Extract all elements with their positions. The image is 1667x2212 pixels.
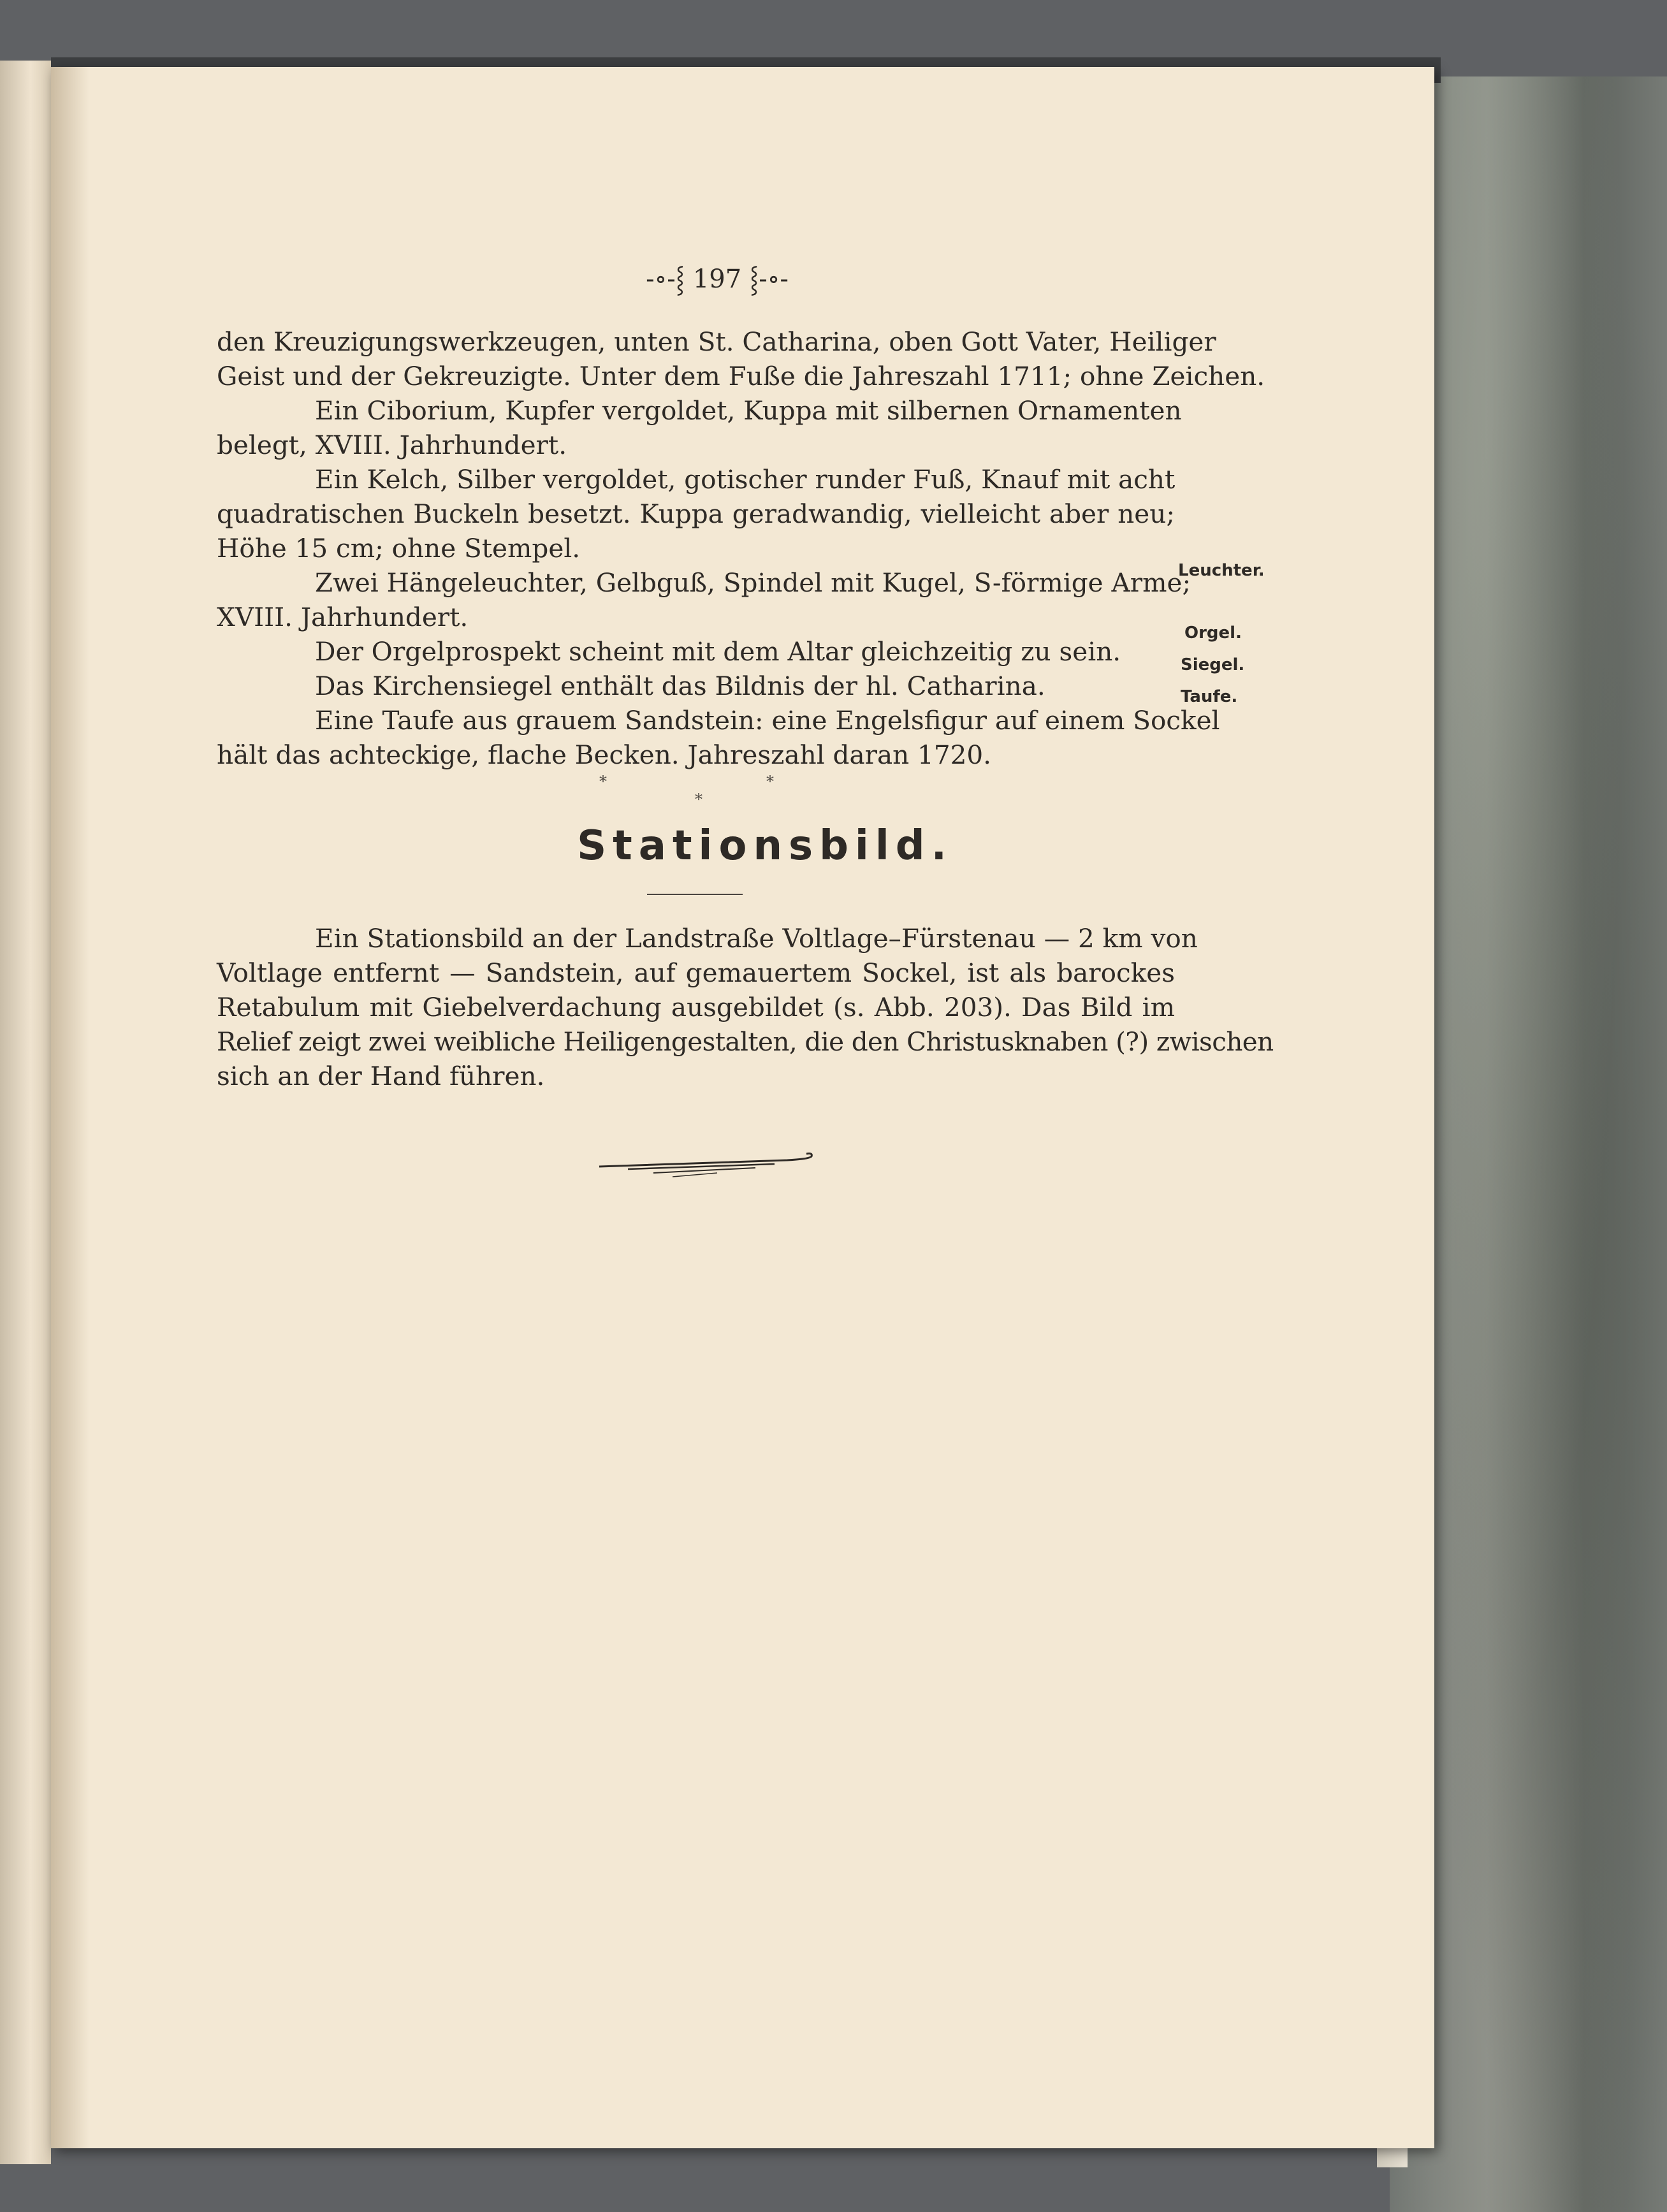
text-line: Relief zeigt zwei weibliche Heiligengestalten, die den Christusknaben (?) zwischen xyxy=(217,1026,1274,1057)
text-line: den Kreuzigungswerkzeugen, unten St. Catharina, oben Gott Vater, Heiliger xyxy=(217,326,1216,357)
asterisk: * xyxy=(599,773,607,790)
margin-note-orgel: Orgel. xyxy=(1184,623,1242,643)
page-number: -∘-⸾ 197 ⸾-∘- xyxy=(646,265,789,294)
text-line: hält das achteckige, flache Becken. Jahreszahl daran 1720. xyxy=(217,739,991,770)
margin-note-taufe: Taufe. xyxy=(1181,687,1238,706)
text-line: Ein Ciborium, Kupfer vergoldet, Kuppa mit silbernen Ornamenten xyxy=(315,395,1182,426)
asterisk: * xyxy=(766,773,774,790)
text-line: Eine Taufe aus grauem Sandstein: eine Engelsfigur auf einem Sockel xyxy=(315,705,1220,736)
text-line: Zwei Hängeleuchter, Gelbguß, Spindel mit Kugel, S-förmige Arme; xyxy=(315,567,1191,598)
text-line: Voltlage entfernt — Sandstein, auf gemauertem Sockel, ist als barockes xyxy=(217,957,1175,988)
asterisk: * xyxy=(695,790,702,808)
text-line: Ein Kelch, Silber vergoldet, gotischer runder Fuß, Knauf mit acht xyxy=(315,464,1176,495)
left-page-edge xyxy=(0,61,51,2164)
text-line: Retabulum mit Giebelverdachung ausgebildet (s. Abb. 203). Das Bild im xyxy=(217,992,1175,1022)
text-line: quadratischen Buckeln besetzt. Kuppa geradwandig, vielleicht aber neu; xyxy=(217,498,1175,529)
section-divider-asterisks xyxy=(599,773,790,811)
text-line: Geist und der Gekreuzigte. Unter dem Fuße die Jahreszahl 1711; ohne Zeichen. xyxy=(217,361,1265,391)
margin-note-siegel: Siegel. xyxy=(1181,655,1245,674)
heading-underline xyxy=(647,894,743,895)
end-ornament-flourish xyxy=(596,1141,826,1186)
text-line: sich an der Hand führen. xyxy=(217,1061,545,1091)
text-line: XVIII. Jahrhundert. xyxy=(217,602,469,632)
margin-note-leuchter: Leuchter. xyxy=(1178,561,1265,580)
page-gutter-shadow xyxy=(51,67,89,2148)
text-line: Höhe 15 cm; ohne Stempel. xyxy=(217,533,581,564)
text-line: Das Kirchensiegel enthält das Bildnis der hl. Catharina. xyxy=(315,671,1045,701)
text-line: Ein Stationsbild an der Landstraße Voltlage–Fürstenau — 2 km von xyxy=(315,923,1198,954)
section-heading: Stationsbild. xyxy=(577,822,953,870)
text-line: Der Orgelprospekt scheint mit dem Altar gleichzeitig zu sein. xyxy=(315,636,1121,667)
text-line: belegt, XVIII. Jahrhundert. xyxy=(217,430,567,460)
